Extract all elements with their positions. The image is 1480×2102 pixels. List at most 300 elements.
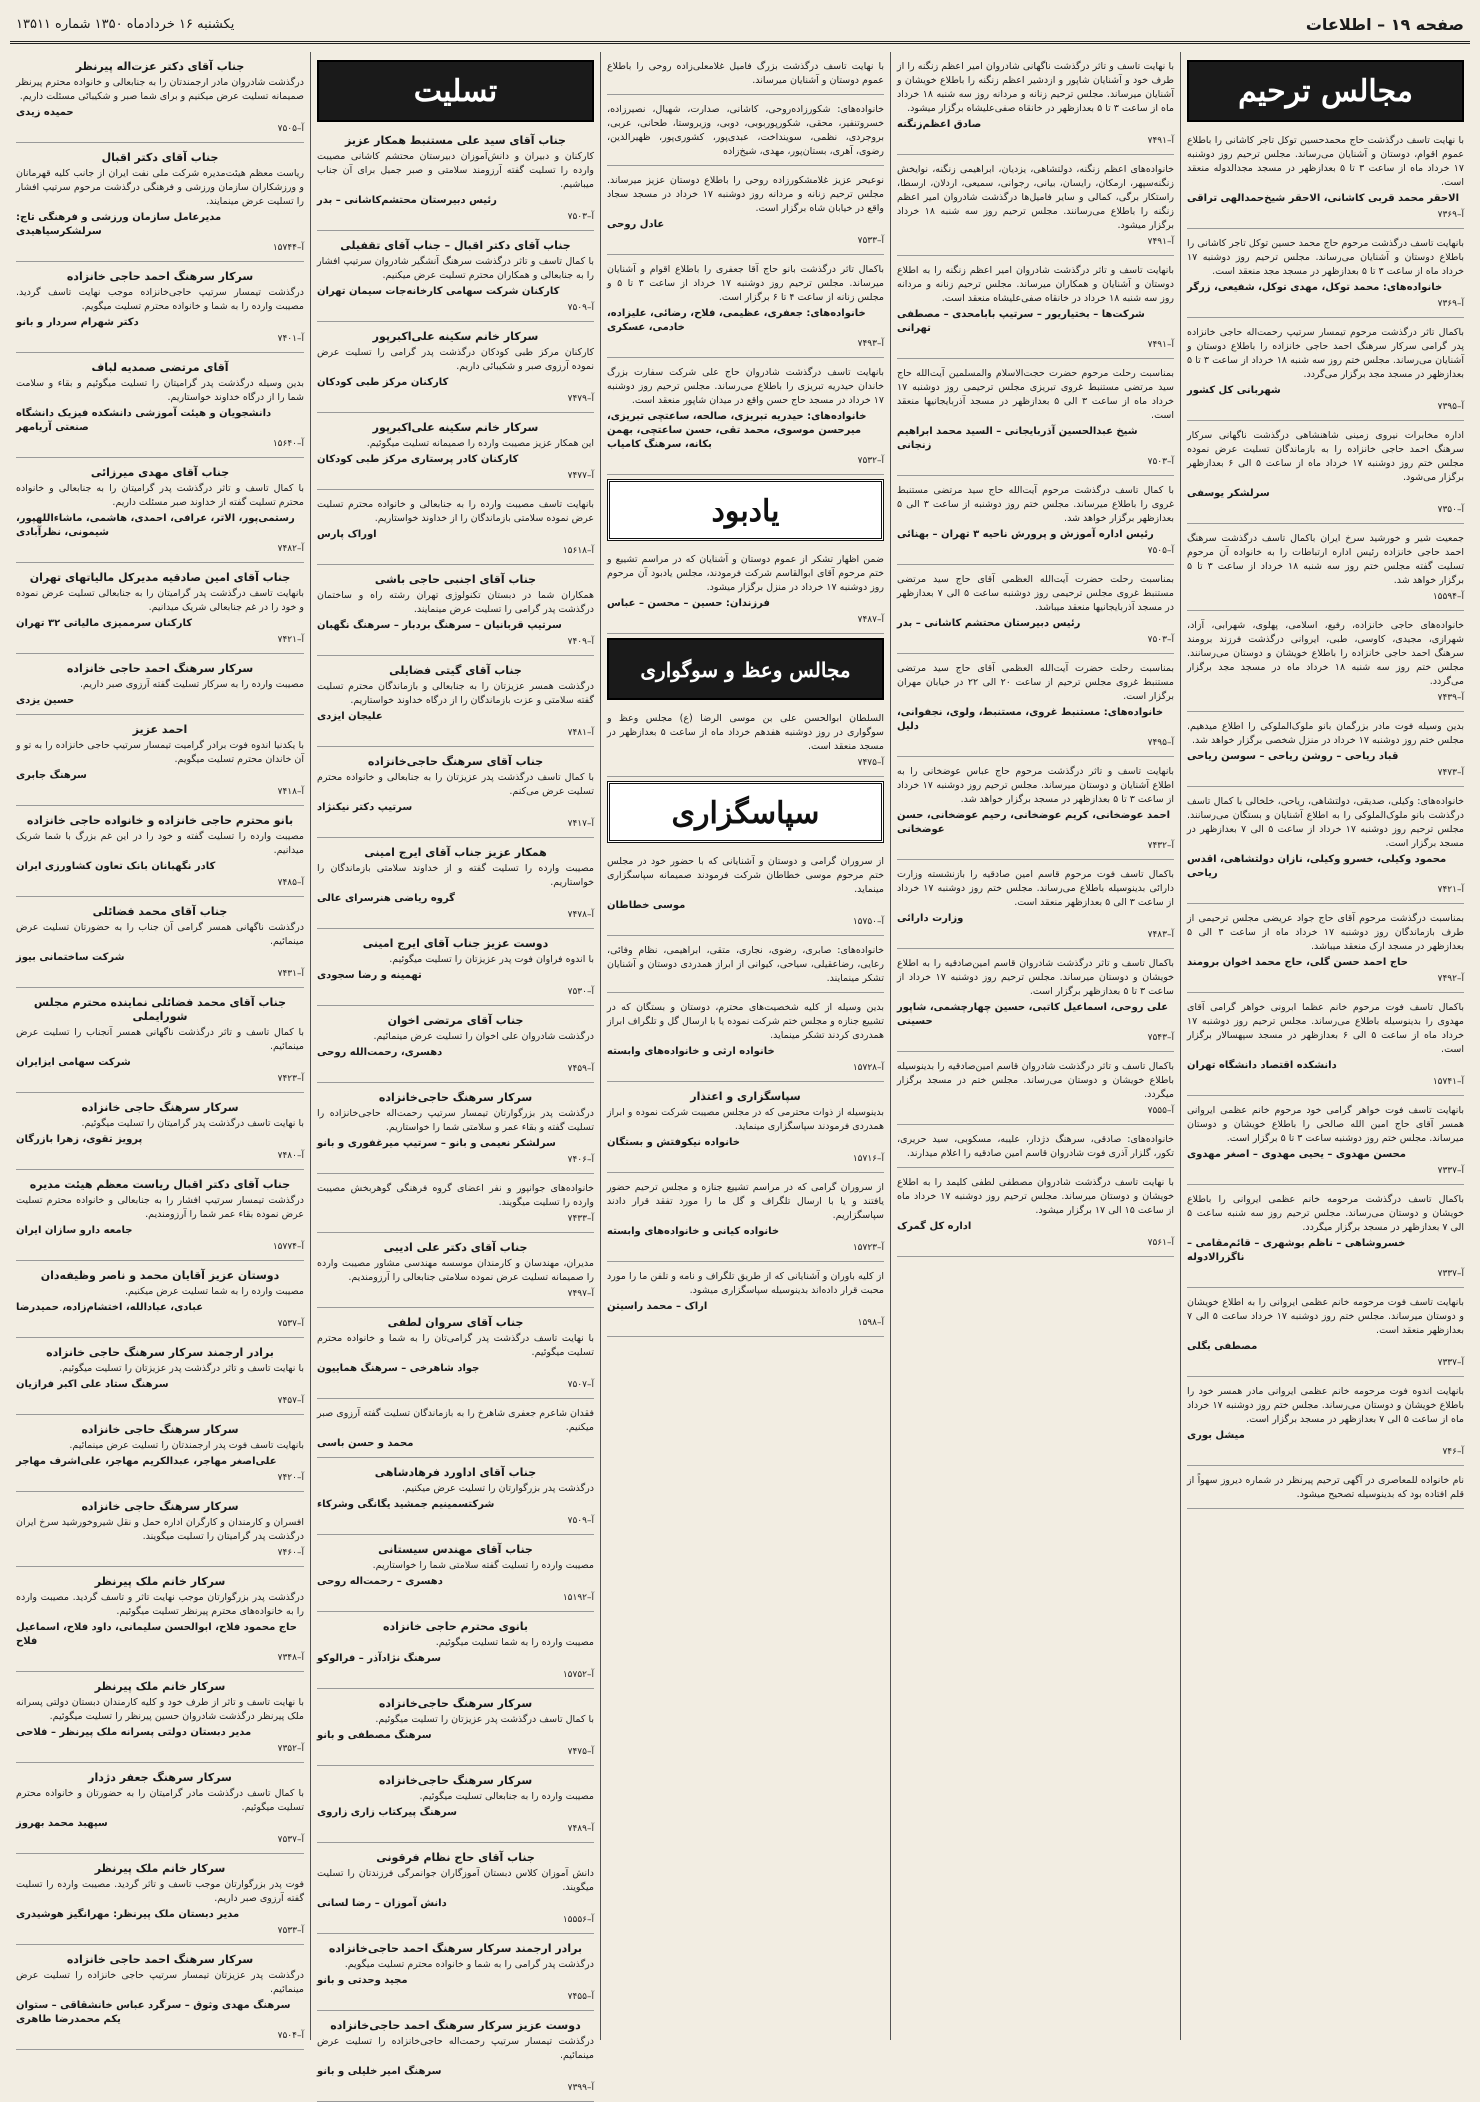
notice-signature: علی روحی، اسماعیل کاتبی، حسین چهارچشمی، شاپور حسینی <box>897 1002 1169 1027</box>
notice-code: آ–۷۴۸۵ <box>277 878 304 888</box>
notice-code: آ–۷۳۳۷ <box>1437 1269 1464 1279</box>
notice-title: جناب آقای سید علی مستنبط همکار عزیز <box>344 134 566 147</box>
notice-signature: خانواده‌های: محمد توکل، مهدی توکل، شفیعی، زرگر <box>1187 282 1443 293</box>
notice-code: آ–۷۴۲۳ <box>277 1074 304 1084</box>
newspaper-page <box>10 8 1470 2093</box>
notice-item <box>897 761 1174 860</box>
notice-title: جناب آقای سروان لطفی <box>387 1316 524 1329</box>
notice-item <box>1187 233 1464 318</box>
notice-body: مصیبت وارده را تسلیت گفته و خود را در این غم بزرگ با شما شریک میدانیم. <box>16 831 304 856</box>
notice-title: جناب آقای دکتر اقبال – جناب آقای تقفیلی <box>340 239 571 252</box>
notice-code: آ–۷۴۶ <box>1442 1447 1464 1457</box>
notice-body: خانواده‌های جوانپور و نفر اعضای گروه فرهنگی گوهربخش مصیبت وارده را تسلیت میگویند. <box>317 1183 594 1208</box>
notice-item <box>16 1265 304 1338</box>
notice-code: آ–۷۴۸۳ <box>1147 930 1174 940</box>
notice-signature: اوراک پارس <box>317 529 377 540</box>
notice-body: جمعیت شیر و خورشید سرخ ایران باکمال تاسف درگذشت سرهنگ احمد حاجی خانزاده رئیس اداره ارتباطات را به خانواده آن مرحوم تسلیت گفته مجلس ختم روز سه شنبه ۱۸ خرداد از ساعت ۳ تا ۵ برگزار خواهد شد. <box>1187 533 1465 586</box>
notice-title: برادر ارجمند سرکار سرهنگ حاجی خانزاده <box>46 1346 274 1359</box>
notice-signature: سرهنگ مصطفی و بانو <box>317 1730 432 1741</box>
notice-signature: خانواده نیکوفتش و بستگان <box>607 1137 740 1148</box>
notice-title: سرکار سرهنگ احمد حاجی خانزاده <box>66 1953 254 1966</box>
notice-body: درگذشت تیمسار سرتیپ افشار را به جنابعالی و خانواده محترم تسلیت عرض نموده بقاء عمر شما را آرزومندیم. <box>16 1195 304 1220</box>
notice-title: بانوی محترم حاجی خانزاده <box>382 1620 529 1633</box>
notice-item <box>16 462 304 563</box>
column-2 <box>890 52 1180 2040</box>
notice-signature: شیخ عبدالحسین آذربایجانی – السید محمد ابراهیم زنجانی <box>897 426 1138 451</box>
notice-body: با یکدنیا اندوه فوت برادر گرامیت تیمسار سرتیپ حاجی خانزاده را به تو و آن خاندان محترم تسلیت میگویم. <box>16 740 304 765</box>
notice-signature: محمد و حسن باسی <box>317 1438 414 1449</box>
notice-body: خانواده‌های اعظم زنگنه، دولتشاهی، یزدیان، ابراهیمی زنگنه، نوایخش زنگنه‌سپهر، ارمکان، رایسان، بیانی، رجوانی، سمیعی، اردلان، ارسطا، راستکار برگی، کمالی و سایر فامیل‌ها درگذشت شادروان امیر اعظم زنگنه را باطلاع می‌رسانند. مجلس ترحیم روز سه شنبه ۱۸ خرداد برگزار میشود. <box>897 164 1174 231</box>
notice-body: از سروران گرامی که در مراسم تشییع جنازه و مجلس ترحیم حضور یافتند و یا با ارسال تلگراف و گل ما را مورد تفقد قرار دادند سپاسگزاریم. <box>607 1182 884 1221</box>
notice-code: آ–۷۵۳۳ <box>277 1926 304 1936</box>
notice-title: دوستان عزیز آقایان محمد و ناصر وظیفه‌دان <box>40 1269 280 1282</box>
notice-item <box>1187 130 1464 229</box>
notice-title: سرکار سرهنگ حاجی‌خانزاده <box>378 1697 533 1710</box>
notice-signature: دانشجویان و هیئت آموزشی دانشکده فیزیک دانشگاه صنعتی آریامهر <box>16 408 272 433</box>
notice-body: مصیبت وارده را تسلیت گفته و از خداوند سلامتی بازماندگان را خواستاریم. <box>317 863 594 888</box>
notice-code: آ–۷۴۸۱ <box>567 728 594 738</box>
notice-body: درگذشت پدر عزیزتان تیمسار سرتیپ حاجی خانزاده را تسلیت عرض مینمائیم. <box>16 1970 304 1995</box>
notice-list <box>607 708 884 777</box>
notice-body: با نهایت تاسف و تاثر درگذشت ناگهانی شادروان امیر اعظم زنگنه را از طرف خود و آشنایان شاپور و ازدشیر اعظم زنگنه را باطلاع خویشان و آشنایان میرساند. مجلس ترحیم زنانه و مردانه روز سه شنبه ۱۸ خرداد ماه از ساعت ۳ تا ۵ بعدازظهر در خانقاه صفی‌علیشاه برگزار میشود. <box>897 61 1175 114</box>
notice-body: السلطان ابوالحسن علی بن موسی الرضا (ع) مجلس وعظ و سوگواری در روز دوشنبه هفدهم خرداد ماه از ساعت ۵ بعدازظهر در مسجد منعقد است. <box>607 713 884 752</box>
notice-code: آ–۷۴۸۲ <box>277 544 304 554</box>
notice-item <box>607 170 884 255</box>
notice-code: آ–۷۵۰۹ <box>567 1516 594 1526</box>
notice-signature: کارکنان شرکت سهامی کارخانه‌جات سیمان تهران <box>317 286 560 297</box>
notice-list <box>897 56 1174 1257</box>
notice-code: آ–۱۵۶۴۰ <box>272 439 304 449</box>
notice-code: آ–۷۳۹۹ <box>567 2083 594 2093</box>
notice-item <box>16 357 304 458</box>
notice-signature: تهمینه و رضا سجودی <box>317 970 422 981</box>
notice-signature: شهربانی کل کشور <box>1187 385 1281 396</box>
notice-item <box>317 235 594 322</box>
notice-signature: حمیده زیدی <box>16 107 74 118</box>
notice-signature: علی‌اصغر مهاجر، عبدالکریم مهاجر، علی‌اشرف مهاجر <box>16 1456 277 1467</box>
notice-code: آ–۷۴۹۵ <box>1147 738 1174 748</box>
notice-body: با کمال تاسف درگذشت پدر عزیزتان را به جنابعالی و خانواده محترم تسلیت عرض می‌کنم. <box>317 772 594 797</box>
notice-title: جناب آقای دکتر علی ادیبی <box>383 1241 528 1254</box>
notice-code: آ–۷۴۰۶ <box>567 1155 594 1165</box>
notice-signature: سپهبد محمد بهروز <box>16 1818 108 1829</box>
notice-body: باکمال تاسف فوت مرحوم خانم عظما ابرونی خواهر گرامی آقای مهدوی را بدینوسیله باطلاع می‌رساند. مجلس ترحیم روز دوشنبه ۱۷ خرداد ماه از ساعت ۵ الی ۶ بعدازظهر در مسجد سپهسالار برگزار است. <box>1187 1002 1464 1055</box>
notice-item <box>16 810 304 897</box>
notice-item <box>16 1676 304 1763</box>
notice-item <box>16 266 304 353</box>
notice-title: جناب آقای مرتضی اخوان <box>387 1014 524 1027</box>
notice-item <box>317 1847 594 1934</box>
notice-title: سرکار سرهنگ حاجی‌خانزاده <box>378 1091 533 1104</box>
notice-code: آ–۷۴۸۹ <box>567 1824 594 1834</box>
notice-signature: حاج محمود فلاح، ابوالحسن سلیمانی، داود فلاح، اسماعیل فلاح <box>16 1622 297 1647</box>
notice-code: آ–۱۵۷۷۴ <box>272 1242 304 1252</box>
notice-signature: احمد عوضخانی، کریم عوضخانی، رحیم عوضخانی، حسن عوضخانی <box>897 810 1171 835</box>
notice-item <box>897 1129 1174 1168</box>
notice-item <box>317 569 594 656</box>
notice-signature: سرتیپ دکتر نیکنژاد <box>317 802 413 813</box>
notice-title: جناب آقای محمد فضائلی <box>92 905 228 918</box>
notice-item <box>897 1172 1174 1257</box>
notice-title: جناب آقای حاج نظام فرقونی <box>376 1851 535 1864</box>
notice-code: آ–۷۵۳۲ <box>857 456 884 466</box>
notice-item <box>16 1571 304 1672</box>
notice-title: بانو محترم حاجی خانزاده و خانواده حاجی خانزاده <box>26 814 294 827</box>
notice-item <box>607 362 884 475</box>
notice-item <box>317 751 594 838</box>
notice-title: سرکار سرهنگ حاجی خانزاده <box>81 1500 239 1513</box>
notice-code: آ–۱۵۷۵۰ <box>852 917 884 927</box>
notice-signature: کارکنان مرکز طبی کودکان <box>317 377 449 388</box>
notice-title: آقای مرتضی صمدیه لباف <box>91 361 229 374</box>
notice-signature: اراک – محمد راسیتن <box>607 1301 708 1312</box>
notice-signature: محمود وکیلی، خسرو وکیلی، نازان دولتشاهی، اقدس ریاحی <box>1187 854 1447 879</box>
notice-code: آ–۷۵۳۷ <box>277 1319 304 1329</box>
notice-body: بانهایت تاسف و تاثر درگذشت مرحوم حاج عباس عوضخانی را به اطلاع آشنایان و دوستان میرساند. مجلس ترحیم روز دوشنبه ۱۷ خرداد از ساعت ۳ تا ۵ بعدازظهر در مسجد برگزار خواهد شد. <box>897 766 1174 805</box>
notice-signature: رستمی‌پور، الاتر، عرافی، احمدی، هاشمی، ماشاءاللهپور، شیمونی، نظرآبادی <box>16 513 295 538</box>
notice-item <box>16 147 304 262</box>
notice-item <box>607 549 884 634</box>
notice-item <box>16 1419 304 1492</box>
notice-body: بانهایت تاسف فوت پدر ارجمندتان را تسلیت عرض مینمائیم. <box>69 1440 304 1451</box>
section-banner-taslit: تسلیت <box>317 60 594 122</box>
notice-signature: وزارت دارائی <box>897 913 964 924</box>
notice-body: با کمال تاسف درگذشت پدر عزیزتان را تسلیت میگوئیم. <box>375 1714 594 1725</box>
notice-body: بدینوسیله از ذوات محترمی که در مجلس مصیبت شرکت نموده و ابراز همدردی فرمودند سپاسگزاری مینماید. <box>607 1107 884 1132</box>
notice-code: آ–۷۳۵۲ <box>277 1744 304 1754</box>
notice-item <box>607 1177 884 1262</box>
notice-body: باکمال تاسف و تاثر درگذشت شادروان قاسم امین‌صادقیه را به اطلاع خویشان و دوستان میرساند. مجلس ترحیم روز دوشنبه ۱۷ خرداد از ساعت ۳ تا ۵ بعدازظهر برگزار است. <box>897 958 1174 997</box>
notice-body: با نهایت تاسف درگذشت پدر گرامی‌تان را به شما و خانواده محترم تسلیت میگوئیم. <box>317 1333 594 1358</box>
notice-item <box>1187 908 1464 993</box>
notice-title: جناب آقای سرهنگ حاجی‌خانزاده <box>367 755 544 768</box>
notice-body: ریاست معظم هیئت‌مدیره شرکت ملی نفت ایران از جانب کلیه قهرمانان و ورزشکاران سازمان ورزشی و فرهنگی درگذشت مرحوم سرتیپ افشار را تسلیت عرض مینمایند. <box>16 168 304 207</box>
notice-code: آ–۷۵۰۹ <box>567 303 594 313</box>
notice-body: از کلیه باوران و آشنایانی که از طریق تلگراف و نامه و تلفن ما را مورد محبت قرار داده‌اند بدینوسیله سپاسگزاری میشود. <box>607 1271 884 1296</box>
notice-list <box>317 130 594 2102</box>
notice-item <box>607 99 884 166</box>
notice-item <box>897 569 1174 654</box>
notice-body: خانواده‌های: وکیلی، صدیقی، دولتشاهی، ریاحی، خلخالی با کمال تاسف درگذشت بانو ملوک‌الملوکی را به اطلاع آشنایان و بستگان می‌رسانند. مجلس ترحیم روز دوشنبه ۱۷ خرداد از ساعت ۵ الی ۷ بعدازظهر در مسجد برگزار است. <box>1187 796 1464 849</box>
notice-code: آ–۷۵۰۳ <box>1147 457 1174 467</box>
notice-code: آ–۷۴۲۱ <box>277 635 304 645</box>
notice-code: آ–۷۳۳۷ <box>1437 1166 1464 1176</box>
notice-item <box>16 567 304 654</box>
notice-signature: کادر نگهبانان بانک تعاون کشاورزی ایران <box>16 861 216 872</box>
notice-title: سرکار سرهنگ احمد حاجی خانزاده <box>66 662 254 675</box>
notice-code: آ–۷۴۵۷ <box>277 1396 304 1406</box>
notice-body: درگذشت ناگهانی همسر گرامی آن جناب را به حضورتان تسلیت عرض مینمائیم. <box>16 922 304 947</box>
notice-body: بانهایت تاسف درگذشت مرحوم حاج محمد حسین توکل تاجر کاشانی را باطلاع دوستان و آشنایان می‌رساند. مجلس ترحیم روز دوشنبه ۱۷ خرداد ماه از ساعت ۳ تا ۵ بعدازظهر در مسجد مجد منعقد است. <box>1187 238 1464 277</box>
notice-signature: شرکت‌ها – بختیاریور – سرتیپ بابامحدی – مصطفی تهرانی <box>897 309 1145 334</box>
notice-body: نوعیحر عزیز غلامشکورزاده روحی را باطلاع دوستان عزیز میرساند. مجلس ترحیم زنانه و مردانه روز دوشنبه ۱۷ خرداد در مسجد سجاد واقع در خیابان شاه برگزار است. <box>607 175 884 214</box>
notice-item <box>317 417 594 490</box>
notice-code: آ–۷۴۰۹ <box>567 637 594 647</box>
notice-code: آ–۷۳۶۹ <box>1437 299 1464 309</box>
notice-signature: علیجان ایزدی <box>317 711 383 722</box>
notice-signature: سرتیپ قربانیان – سرهنگ بردبار – سرهنگ نگهبان <box>317 620 562 631</box>
notice-item <box>897 480 1174 565</box>
notice-body: با نهایت تاسف و تاثر درگذشت پدر عزیزتان را تسلیت میگوئیم. <box>59 1363 304 1374</box>
notice-body: درگذشت شادروان مادر ارجمندتان را به جنابعالی و خانواده محترم پیرنظر صمیمانه تسلیت عرض میکنیم و برای شما صبر و شکیبائی مسئلت داریم. <box>16 77 304 102</box>
notice-item <box>1187 425 1464 524</box>
notice-item <box>607 940 884 993</box>
notice-title: برادر ارجمند سرکار سرهنگ احمد حاجی‌خانزاده <box>328 1942 583 1955</box>
notice-signature: خانواده‌های: حیدریه تبریزی، صالحه، ساعتچی تبریزی، میرحسن موسوی، محمد تقی، حسن ساعتچی، بهمن بکانه، سرهنگ کامیاب <box>607 411 867 450</box>
notice-item <box>1187 615 1464 712</box>
notice-code: آ–۷۵۰۴ <box>277 2031 304 2041</box>
notice-item <box>16 992 304 1093</box>
notice-title: سرکار سرهنگ حاجی خانزاده <box>81 1423 239 1436</box>
notice-code: آ–۷۴۹۱ <box>1147 136 1174 146</box>
notice-code: آ–۱۵۱۹۲ <box>562 1593 594 1603</box>
notice-body: باکمال تاثر درگذشت مرحوم تیمسار سرتیپ رحمت‌اله حاجی خانزاده پدر گرامی سرکار سرهنگ احمد حاجی خانزاده را باطلاع دوستان و آشنایان می‌رساند. مجلس ختم روز سه شنبه ۱۸ خرداد از ساعت ۳ تا ۵ بعدازظهر در مسجد مجد برگزار می‌گردد. <box>1187 327 1465 380</box>
notice-code: آ–۷۴۶۰ <box>277 1548 304 1558</box>
notice-signature: سرلشکر نعیمی و بانو – سرتیپ میرغفوری و بانو <box>317 1138 556 1149</box>
notice-body: بمناسبت رحلت حضرت آیت‌الله العظمی آقای حاج سید مرتضی مستنبط غروی مجلس ترحیمی روز دوشنبه ساعت ۵ الی ۷ بعدازظهر در مسجد آذربایجانیها منعقد میباشد. <box>897 574 1174 613</box>
notice-signature: رئیس اداره آموزش و پرورش ناحیه ۳ تهران – بهنائی <box>897 529 1154 540</box>
notice-code: آ–۷۴۱۷ <box>567 819 594 829</box>
notice-list <box>16 56 304 2050</box>
notice-item <box>317 1403 594 1458</box>
notice-signature: سرهنگ پیرکتاب زاری زاروی <box>317 1807 457 1818</box>
notice-title: جناب آقای گیتی فضایلی <box>389 664 522 677</box>
notice-code: آ–۱۵۹۸ <box>857 1318 884 1328</box>
notice-item <box>16 719 304 806</box>
columns <box>10 52 1470 2093</box>
notice-item <box>317 1539 594 1612</box>
notice-body: بمناسبت رحلت مرحوم حضرت حجت‌الاسلام والمسلمین آیت‌الله حاج سید مرتضی مستنبط غروی تبریزی مجلس ترحیمی روز دوشنبه ۱۷ خرداد ماه از ساعت ۳ الی ۵ بعدازظهر در مسجد آذربایجانیها منعقد است. <box>897 368 1174 421</box>
notice-body: بمناسبت رحلت حضرت آیت‌الله العظمی آقای حاج سید مرتضی مستنبط غروی مجلس ترحیم از ساعت ۲۰ الی ۲۲ در خیابان مهران برگزار است. <box>897 663 1174 702</box>
notice-signature: گروه ریاضی هنرسرای عالی <box>317 893 455 904</box>
notice-code: آ–۷۳۶۹ <box>1437 210 1464 220</box>
notice-body: با کمال تاسف درگذشت مرحوم آیت‌الله حاج سید مرتضی مستنبط غروی را باطلاع میرساند. مجلس ختم روز دوشنبه از ساعت ۳ الی ۵ بعدازظهر برگزار خواهد شد. <box>897 485 1174 524</box>
notice-signature: سرهنگ امیر خلیلی و بانو <box>317 2066 442 2077</box>
notice-item <box>1187 1470 1464 1509</box>
notice-signature: سرهنگ نژادآذر – فرالوکو <box>317 1653 441 1664</box>
notice-item <box>1187 716 1464 787</box>
notice-item <box>317 494 594 565</box>
notice-signature: جواد شاهرخی – سرهنگ هماییون <box>317 1363 480 1374</box>
notice-body: مصیبت وارده را به سرکار تسلیت گفته آرزوی صبر داریم. <box>80 679 304 690</box>
notice-title: همکار عزیز جناب آقای ایرج امینی <box>364 846 547 859</box>
notice-body: کارکنان مرکز طبی کودکان درگذشت پدر گرامی را تسلیت عرض نموده آرزوی صبر و شکیبائی داریم. <box>317 347 594 372</box>
notice-body: با نهایت تاسف درگذشت پدر گرامیتان را تسلیت میگوئیم. <box>81 1118 304 1129</box>
notice-signature: دکتر شهرام سردار و بانو <box>16 317 139 328</box>
notice-item <box>317 1616 594 1689</box>
notice-signature: شرکتسمینیم جمشید یگانگی وشرکاء <box>317 1499 495 1510</box>
notice-title: جناب آقای دکتر اقبال <box>101 151 219 164</box>
notice-code: آ–۷۴۷۵ <box>567 1747 594 1757</box>
notice-code: آ–۷۴۵۵ <box>567 1992 594 2002</box>
notice-body: باکمال تاسف فوت مرحوم قاسم امین صادقیه را بازنشسته وزارت دارائی بدینوسیله باطلاع می‌رساند. مجلس ختم روز دوشنبه ۱۷ خرداد از ساعت ۳ الی ۵ بعدازظهر منعقد است. <box>897 869 1175 908</box>
notice-signature: خانواده‌های: جعفری، عظیمی، فلاح، رضائی، علیزاده، خادمی، عسکری <box>607 308 866 333</box>
notice-item <box>897 260 1174 359</box>
notice-signature: پرویز تقوی، زهرا بازرگان <box>16 1134 143 1145</box>
notice-code: آ–۱۵۷۲۳ <box>852 1243 884 1253</box>
notice-code: آ–۷۴۷۵ <box>857 758 884 768</box>
notice-item <box>1187 997 1464 1096</box>
notice-title: جناب آقای اداورد فرهادشاهی <box>374 1466 537 1479</box>
notice-code: آ–۷۴۹۲ <box>1437 974 1464 984</box>
notice-code: آ–۷۴۷۷ <box>567 471 594 481</box>
notice-list <box>1187 130 1464 1509</box>
notice-body: مصیبت وارده را تسلیت گفته سلامتی شما را خواستاریم. <box>372 1560 594 1571</box>
notice-code: آ–۷۴۸۷ <box>857 615 884 625</box>
notice-signature: حاج احمد حسن گلی، حاج محمد اخوان برومند <box>1187 957 1409 968</box>
notice-signature: مدیرعامل سازمان ورزشی و فرهنگی تاج: سرلشکرسیاهیدی <box>16 212 222 237</box>
notice-signature: دهسری – رحمت‌اله روحی <box>317 1576 443 1587</box>
notice-title: جناب آقای امین صادقیه مدیرکل مالیاتهای تهران <box>29 571 291 584</box>
notice-code: آ–۷۴۲۱ <box>1437 885 1464 895</box>
notice-signature: دانش آموزان – رضا لسانی <box>317 1898 447 1909</box>
notice-item <box>317 660 594 747</box>
notice-title: سرکار خانم ملک پیرنظر <box>94 1680 226 1693</box>
notice-title: سرکار سرهنگ حاجی خانزاده <box>81 1101 239 1114</box>
notice-body: مصیبت وارده را به شما تسلیت میگوئیم. <box>435 1637 594 1648</box>
notice-body: خانواده‌های: شکورزاده‌روحی، کاشانی، صدارت، شهیال، نصیرزاده، خسروتنفیر، محقی، شکورپوربوبی، دوبی، وزیروستا، طحانی، عربی، بروجردی، نظمی، سوینداخت، عبدی‌پور، کشوری‌پور، ظهیرالدین، رضوی، آهری، بستان‌پور، مهدی، شیخ‌زاده <box>607 104 884 157</box>
notice-code: آ–۷۴۳۹ <box>1437 693 1464 703</box>
notice-body: مصیبت وارده را به شما تسلیت عرض میکنیم. <box>125 1286 304 1297</box>
notice-signature: فرزندان: حسین – محسن – عباس <box>607 598 770 609</box>
notice-body: با نهایت تاسف درگذشت بزرگ فامیل غلامعلی‌زاده روحی را باطلاع عموم دوستان و آشنایان میرساند. <box>607 61 884 86</box>
notice-code: آ–۷۵۳۳ <box>857 236 884 246</box>
notice-code: آ–۷۳۹۵ <box>1437 402 1464 412</box>
column-1 <box>1180 52 1470 2040</box>
notice-code: آ–۷۴۳۱ <box>277 969 304 979</box>
notice-item <box>607 708 884 777</box>
notice-body: کارکنان و دبیران و دانش‌آموزان دبیرستان محتشم کاشانی مصیبت وارده را تسلیت گفته آرزومند سلامتی و صبر جمیل برای آن جناب میباشیم. <box>317 151 594 190</box>
notice-body: همکاران شما در دبستان تکنولوژی تهران رشته راه و ساختمان درگذشت پدر گرامی را تسلیت عرض مینمایند. <box>317 590 594 615</box>
notice-code: آ–۱۵۷۴۱ <box>1432 1077 1464 1087</box>
notice-body: درگذشت پدر بزرگوارتان تیمسار سرتیپ رحمت‌اله حاجی‌خانزاده را تسلیت گفته و بقاء عمر و سلامتی شما را خواستاریم. <box>317 1108 594 1133</box>
notice-item <box>897 363 1174 476</box>
notice-body: نام خانواده للمعاصری در آگهی ترحیم پیرنظر در شماره دیروز سهواً از قلم افتاده بود که بدینوسیله تصحیح میشود. <box>1187 1475 1464 1500</box>
notice-item <box>16 901 304 988</box>
notice-body: اداره مخابرات نیروی زمینی شاهنشاهی درگذشت ناگهانی سرکار سرهنگ احمد حاجی خانزاده را به بازماندگان تسلیت عرض نموده مجلس ختم روز دوشنبه ۱۷ خرداد ماه از ساعت ۵ الی ۶ بعدازظهر برگزار می‌شود. <box>1187 430 1464 483</box>
column-5 <box>10 52 310 2040</box>
notice-title: جناب آقای دکتر اقبال ریاست معظم هیئت مدیره <box>29 1178 291 1191</box>
column-4 <box>310 52 600 2093</box>
notice-title: جناب آقای مهندس سیستانی <box>378 1543 533 1556</box>
notice-item <box>607 1266 884 1337</box>
notice-body: بانهایت تاسف و تاثر درگذشت شادروان امیر اعظم زنگنه را به اطلاع دوستان و آشنایان و همکاران میرساند. مجلس ترحیم زنانه و مردانه روز سه شنبه ۱۸ خرداد در خانقاه صفی‌علیشاه منعقد است. <box>897 265 1174 304</box>
notice-item <box>16 1342 304 1415</box>
notice-item <box>317 130 594 231</box>
notice-signature: خانواده کیانی و خانواده‌های وابسته <box>607 1226 780 1237</box>
notice-item <box>1187 791 1464 904</box>
notice-signature: عادل روحی <box>607 219 665 230</box>
notice-title: سرکار خانم سکینه علی‌اکبرپور <box>372 421 539 434</box>
notice-signature: مجید وحدتی و بانو <box>317 1975 408 1986</box>
notice-body: باکمال تاثر درگذشت بانو حاج آقا جعفری را باطلاع اقوام و آشنایان میرساند. مجلس ترحیم روز دوشنبه ۱۷ خرداد از ساعت ۳ تا ۵ و مجلس زنانه از ساعت ۴ تا ۶ برگزار است. <box>607 264 885 303</box>
notice-code: آ–۱۵۷۲۸ <box>852 1063 884 1073</box>
notice-body: از سروران گرامی و دوستان و آشنایانی که با حضور خود در مجلس ختم مرحوم موسی خطاطان شرکت فرمودند صمیمانه سپاسگزاری مینماید. <box>607 856 884 895</box>
notice-item <box>16 56 304 143</box>
notice-code: آ–۷۳۵۰ <box>1437 505 1464 515</box>
notice-title: جناب آقای اجنبی حاجی باشی <box>374 573 537 586</box>
notice-body: با اندوه فراوان فوت پدر عزیزتان را تسلیت میگوئیم. <box>389 954 594 965</box>
notice-code: آ–۷۳۴۸ <box>277 1653 304 1663</box>
notice-item <box>607 997 884 1082</box>
notice-body: باکمال تاسف و تاثر درگذشت شادروان قاسم امین‌صادقیه را بدینوسیله باطلاع خویشان و دوستان می‌رساند. مجلس ختم در مسجد برگزار میگردد. <box>897 1061 1174 1100</box>
notice-body: با کمال تاسف درگذشت مادر گرامیتان را به حضورتان و خانواده محترم تسلیت میگوئیم. <box>16 1788 304 1813</box>
notice-signature: رئیس دبیرستان محتشم‌کاشانی – بدر <box>317 195 497 206</box>
notice-signature: الاحقر محمد قربی کاشانی، الاحقر شیخ‌حمدالهی تراقی <box>1187 193 1460 204</box>
notice-code: آ–۷۴۹۱ <box>1147 340 1174 350</box>
notice-body: بدین وسیله از کلیه شخصیت‌های محترم، دوستان و بستگان که در تشییع جنازه و مجلس ختم شرکت نموده یا با ارسال گل و تلگراف ابراز همدردی کردند تشکر مینماید. <box>607 1002 884 1041</box>
notice-code: آ–۷۵۳۰ <box>567 987 594 997</box>
section-banner-vaz: مجالس وعظ و سوگواری <box>607 638 884 700</box>
notice-signature: دانشکده اقتصاد دانشگاه تهران <box>1187 1060 1337 1071</box>
notice-signature: موسی خطاطان <box>607 900 686 911</box>
notice-signature: مدیر دبستان دولتی پسرانه ملک پیرنظر – فلاحی <box>16 1727 252 1738</box>
notice-title: سرکار خانم ملک پیرنظر <box>94 1862 226 1875</box>
notice-item <box>1187 528 1464 611</box>
notice-item <box>607 56 884 95</box>
notice-code: آ–۱۵۷۵۲ <box>562 1670 594 1680</box>
page-number-label: صفحه ۱۹ – اطلاعات <box>1305 15 1464 34</box>
notice-code: آ–۷۵۶۱ <box>1147 1238 1174 1248</box>
notice-code: آ–۷۴۹۱ <box>1147 237 1174 247</box>
notice-list <box>607 851 884 1337</box>
notice-item <box>1187 1100 1464 1185</box>
notice-item <box>16 1767 304 1854</box>
notice-item <box>317 2015 594 2102</box>
notice-item <box>897 159 1174 256</box>
notice-title: جناب آقای دکتر عزت‌اله پیرنظر <box>75 60 245 73</box>
notice-signature: خانواده‌های: مستنبط غروی، مستنبط، ولوی، نجفوانی، دلیل <box>897 707 1164 732</box>
notice-code: آ–۷۴۲۰ <box>277 1473 304 1483</box>
notice-code: آ–۷۴۹۳ <box>857 339 884 349</box>
notice-code: آ–۷۵۰۳ <box>567 212 594 222</box>
notice-body: بانهایت تاسف فوت مرحومه خانم عظمی ایروانی را به اطلاع خویشان و دوستان میرساند. مجلس ختم روز دوشنبه ۱۷ خرداد ساعت ۵ الی ۷ بعدازظهر منعقد است. <box>1187 1297 1464 1336</box>
notice-body: درگذشت تیمسار سرتیپ رحمت‌اله حاجی‌خانزاده را تسلیت عرض مینمائیم. <box>317 2036 594 2061</box>
notice-body: خانواده‌های: صادقی، سرهنگ دژدار، علیبه، مسکوبی، سید حریری، تکور، گلزار آذری فوت شادروان قاسم امین صادقیه را اعلام میدارند. <box>897 1134 1174 1159</box>
notice-item <box>607 259 884 358</box>
notice-item <box>16 1097 304 1170</box>
notice-body: خانواده‌های: صابری، رضوی، نجاری، متقی، ابراهیمی، نظام وفائی، رعایی، رضاعقیلی، سیاحی، کیوانی از ابراز همدردی دوستان و آشنایان تشکر مینمایند. <box>607 945 884 984</box>
notice-code: آ–۷۴۷۳ <box>1437 768 1464 778</box>
notice-item <box>897 56 1174 155</box>
notice-body: با کمال تاسف و تاثر درگذشت پدر گرامیتان را به جنابعالی و خانواده محترم تسلیت گفته از خداوند صبر مسئلت داریم. <box>16 483 304 508</box>
notice-code: آ–۷۴۹۷ <box>567 1289 594 1299</box>
notice-body: درگذشت پدر گرامی را به شما و خانواده محترم تسلیت میگویم. <box>344 1959 594 1970</box>
notice-body: این همکار عزیز مصیبت وارده را صمیمانه تسلیت میگوئیم. <box>366 438 594 449</box>
section-banner-majalis-tarhim: مجالس ترحیم <box>1187 60 1464 122</box>
notice-body: درگذشت همسر عزیزتان را به جنابعالی و بازماندگان محترم تسلیت گفته سلامتی و عزت بازماندگان را از درگاه خداوند خواستاریم. <box>317 681 594 706</box>
notice-item <box>16 1174 304 1261</box>
notice-title: سپاسگزاری و اعتذار <box>690 1090 801 1103</box>
notice-title: احمد عزیز <box>132 723 188 736</box>
notice-body: با نهایت تاسف و تاثر از طرف خود و کلیه کارمندان دبستان دولتی پسرانه ملک پیرنظر درگذشت شادروان حسین پیرنظر را تسلیت میگوئیم. <box>16 1697 304 1722</box>
notice-body: ضمن اظهار تشکر از عموم دوستان و آشنایان که در مراسم تشییع و ختم مرحوم آقای ابوالقاسم شرکت فرمودند، مجلس یادبود آن مرحوم روز دوشنبه ۱۷ خرداد در منزل برگزار میشود. <box>607 554 884 593</box>
notice-item <box>16 1496 304 1567</box>
notice-code: آ–۷۴۳۲ <box>1147 841 1174 851</box>
notice-signature: خسروشاهی – ناظم بوشهری – قائم‌مقامی – ناگزرالادوله <box>1187 1238 1406 1263</box>
notice-title: سرکار سرهنگ حاجی‌خانزاده <box>378 1774 533 1787</box>
notice-signature: جامعه دارو سازان ایران <box>16 1225 133 1236</box>
notice-signature: سرهنگ مهدی وثوق – سرگرد عباس خانشقاقی – ستوان یکم محمدرضا طاهری <box>16 2000 291 2025</box>
notice-title: سرکار سرهنگ جعفر دژدار <box>88 1771 232 1784</box>
notice-item <box>317 1938 594 2011</box>
notice-signature: محسن مهدوی – یحیی مهدوی – اصغر مهدوی <box>1187 1149 1406 1160</box>
notice-body: مدیران، مهندسان و کارمندان موسسه مهندسی مشاور مصیبت وارده را صمیمانه تسلیت عرض نموده سلامتی جنابعالی را آرزومندیم. <box>317 1258 594 1283</box>
notice-code: آ–۱۵۷۴۴ <box>272 243 304 253</box>
notice-code: آ–۷۴۷۸ <box>567 910 594 920</box>
notice-body: درگذشت تیمسار سرتیپ حاجی‌خانزاده موجب نهایت تاسف گردید. مصیبت وارده را به شما و خانواده محترم تسلیت میگویم. <box>16 287 304 312</box>
notice-item <box>16 658 304 715</box>
